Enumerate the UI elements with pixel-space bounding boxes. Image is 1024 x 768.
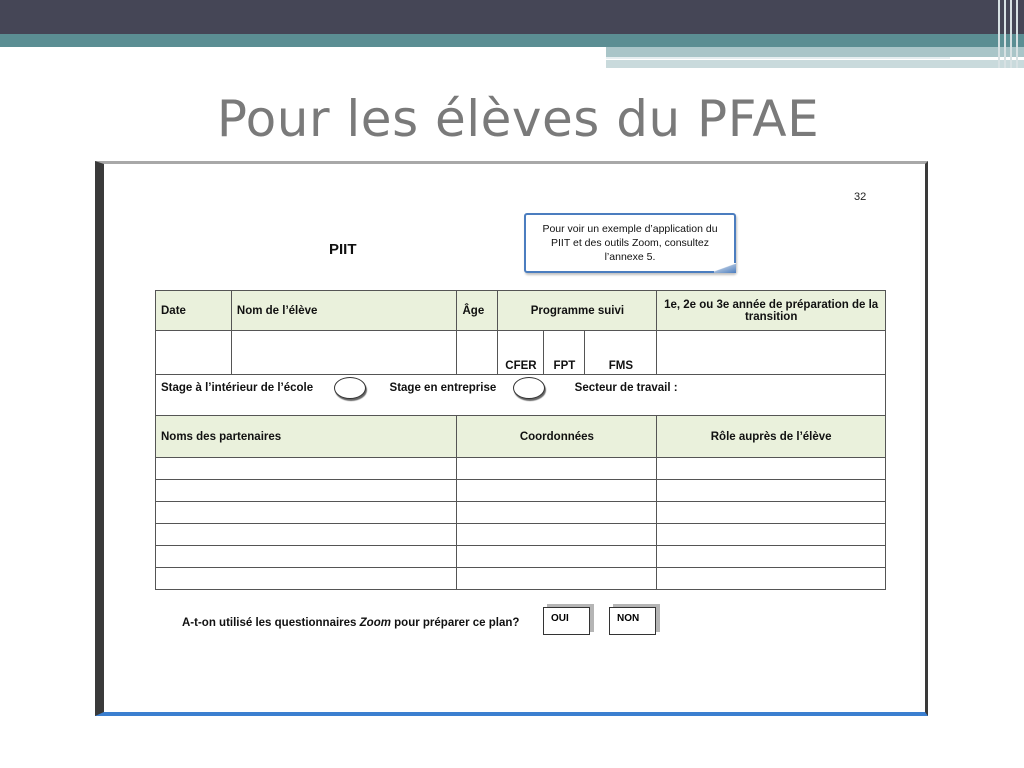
slide-title: Pour les élèves du PFAE [216,90,820,148]
partner-role-cell[interactable] [657,480,886,502]
partner-row [156,568,886,590]
partners-header: Noms des partenaires [156,416,457,458]
form-entry-row [156,331,886,375]
partner-contact-cell[interactable] [457,458,657,480]
partner-contact-cell[interactable] [457,546,657,568]
partner-row [156,546,886,568]
document-image [95,161,928,716]
callout-fold [714,263,736,273]
age-cell[interactable] [457,331,498,375]
year-prep-header: 1e, 2e ou 3e année de préparation de la transition [657,291,886,331]
partner-contact-cell[interactable] [457,568,657,590]
header-bar-light-lower [606,60,1024,68]
partners-header-row [156,416,886,458]
callout-note [524,213,736,273]
partner-contact-cell[interactable] [457,524,657,546]
partner-name-cell[interactable] [156,568,457,590]
age-header: Âge [457,291,498,331]
stage-internal-oval[interactable] [334,377,366,399]
non-option-box[interactable]: NON [609,607,656,635]
year-prep-cell[interactable] [657,331,886,375]
partner-row [156,502,886,524]
partner-role-cell[interactable] [657,524,886,546]
header-stripes [994,0,1024,68]
program-fpt[interactable]: FPT [544,331,585,375]
zoom-question [182,617,519,629]
work-sector-label: Secteur de travail : [574,382,678,395]
question-suffix: pour préparer ce plan? [390,617,520,629]
student-name-header: Nom de l’élève [231,291,457,331]
callout-line: PIIT et des outils Zoom, consultez [551,237,709,249]
partner-name-cell[interactable] [156,458,457,480]
partner-role-cell[interactable] [657,502,886,524]
program-header: Programme suivi [498,291,657,331]
stage-internal-label: Stage à l’intérieur de l’école [161,382,314,395]
partner-role-cell[interactable] [657,458,886,480]
form-header-row [156,291,886,331]
date-cell[interactable] [156,331,232,375]
program-cfer[interactable]: CFER [498,331,544,375]
partner-row [156,458,886,480]
header-bar-teal [0,34,1024,47]
question-prefix: A-t-on utilisé les questionnaires [182,617,360,629]
page-number: 32 [854,191,867,203]
role-header: Rôle auprès de l’élève [657,416,886,458]
partner-row [156,524,886,546]
header-bar-light [606,47,1024,57]
contacts-header: Coordonnées [457,416,657,458]
date-header: Date [156,291,232,331]
stage-company-oval[interactable] [513,377,545,399]
partner-role-cell[interactable] [657,568,886,590]
stage-row [156,375,886,416]
question-emphasis: Zoom [359,617,391,629]
partner-row [156,480,886,502]
header-bar-dark [0,0,1024,34]
oui-option-box[interactable]: OUI [543,607,590,635]
partner-name-cell[interactable] [156,480,457,502]
partner-contact-cell[interactable] [457,480,657,502]
document-title: PIIT [329,241,357,258]
student-name-cell[interactable] [231,331,457,375]
partner-contact-cell[interactable] [457,502,657,524]
program-fms[interactable]: FMS [585,331,657,375]
partner-name-cell[interactable] [156,524,457,546]
stage-company-label: Stage en entreprise [389,382,497,395]
callout-line: Pour voir un exemple d’application du [542,223,718,235]
piit-form-table [155,290,886,590]
partner-role-cell[interactable] [657,546,886,568]
partner-name-cell[interactable] [156,502,457,524]
header-bar-line [606,57,950,59]
partner-name-cell[interactable] [156,546,457,568]
callout-line: l’annexe 5. [604,251,656,263]
